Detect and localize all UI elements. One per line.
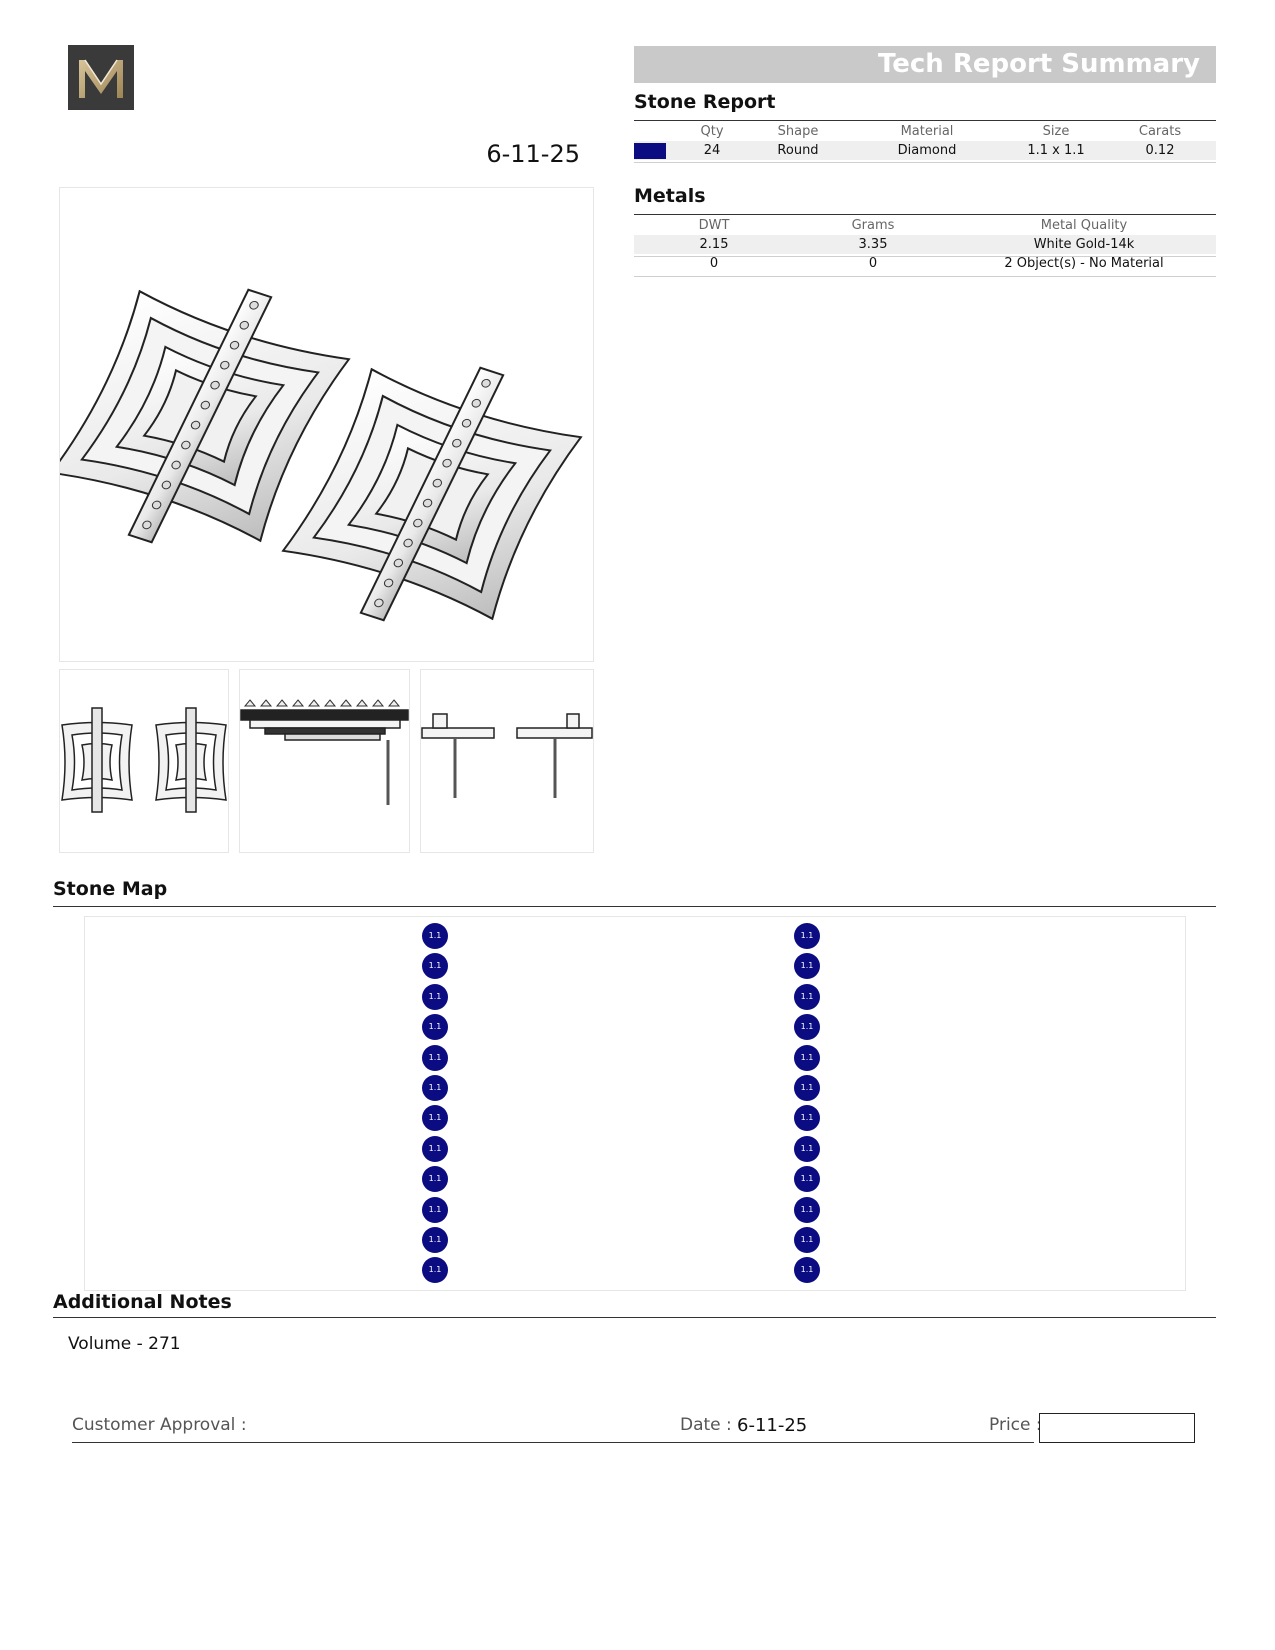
stone-map-rule: [53, 906, 1216, 907]
stone-marker: 1.1: [794, 1227, 820, 1253]
stone-marker: 1.1: [422, 953, 448, 979]
earring-render-image: [60, 188, 593, 661]
stone-map-panel: [84, 916, 1186, 1291]
col-shape: Shape: [777, 124, 819, 139]
stone-material: Diamond: [846, 141, 1008, 160]
profile-view-thumbnail: [420, 669, 594, 853]
stone-marker: 1.1: [794, 953, 820, 979]
stone-report-table: [634, 122, 1216, 160]
col-dwt: DWT: [698, 218, 730, 233]
col-qty: Qty: [700, 124, 724, 139]
stone-marker: 1.1: [794, 1197, 820, 1223]
company-logo: [68, 45, 134, 110]
approval-signature-line: [72, 1442, 1034, 1443]
approval-date-value: 6-11-25: [737, 1415, 808, 1436]
stone-carats: 0.12: [1104, 141, 1216, 160]
main-render-view: [59, 187, 594, 662]
header-date: 6-11-25: [486, 140, 580, 168]
side-view-thumbnail: [239, 669, 410, 853]
stone-marker: 1.1: [422, 1197, 448, 1223]
stone-marker: 1.1: [794, 1075, 820, 1101]
col-grams: Grams: [851, 218, 895, 233]
customer-approval-label: Customer Approval :: [72, 1415, 247, 1435]
report-title-banner: [634, 46, 1216, 83]
stone-marker: 1.1: [422, 1227, 448, 1253]
stone-marker: 1.1: [422, 984, 448, 1010]
report-title: Tech Report Summary: [877, 49, 1200, 79]
col-carats: Carats: [1138, 124, 1182, 139]
stone-map-title: Stone Map: [53, 878, 168, 900]
stone-report-rule: [634, 120, 1216, 121]
stone-qty: 24: [674, 141, 750, 160]
notes-rule: [53, 1317, 1216, 1318]
stone-marker: 1.1: [422, 1166, 448, 1192]
stone-marker: 1.1: [422, 1014, 448, 1040]
stone-marker: 1.1: [794, 1014, 820, 1040]
stone-marker: 1.1: [422, 1105, 448, 1131]
price-input-box[interactable]: [1039, 1413, 1195, 1443]
stone-marker: 1.1: [794, 1105, 820, 1131]
stone-marker: 1.1: [794, 984, 820, 1010]
col-size: Size: [1042, 124, 1070, 139]
stone-shape: Round: [750, 141, 846, 160]
stone-marker: 1.1: [794, 1136, 820, 1162]
stone-size: 1.1 x 1.1: [1008, 141, 1104, 160]
table-row: 0 0 2 Object(s) - No Material: [709, 256, 1164, 271]
notes-text: Volume - 271: [68, 1334, 181, 1354]
col-metal-quality: Metal Quality: [1040, 218, 1128, 233]
stone-marker: 1.1: [422, 1075, 448, 1101]
stone-report-header-row: [634, 122, 1216, 141]
stone-marker: 1.1: [794, 1045, 820, 1071]
metals-rule: [634, 214, 1216, 215]
stone-color-swatch: [634, 143, 666, 159]
stone-marker: 1.1: [794, 1257, 820, 1283]
table-row: 2.15 3.35 White Gold-14k: [634, 235, 1216, 254]
metals-header-row: [634, 216, 1216, 235]
stone-marker: 1.1: [794, 1166, 820, 1192]
front-view-thumbnail: [59, 669, 229, 853]
stone-marker: 1.1: [422, 1257, 448, 1283]
metals-title: Metals: [634, 185, 706, 207]
date-label: Date :: [680, 1415, 732, 1435]
stone-report-title: Stone Report: [634, 91, 776, 113]
metals-table: [634, 216, 1216, 273]
table-row: [634, 141, 1216, 160]
price-label: Price :: [989, 1415, 1042, 1435]
additional-notes-title: Additional Notes: [53, 1291, 232, 1313]
stone-marker: 1.1: [422, 1045, 448, 1071]
stone-marker: 1.1: [422, 1136, 448, 1162]
col-material: Material: [900, 124, 954, 139]
stone-marker: 1.1: [794, 923, 820, 949]
logo-m-icon: [76, 56, 126, 100]
stone-marker: 1.1: [422, 923, 448, 949]
